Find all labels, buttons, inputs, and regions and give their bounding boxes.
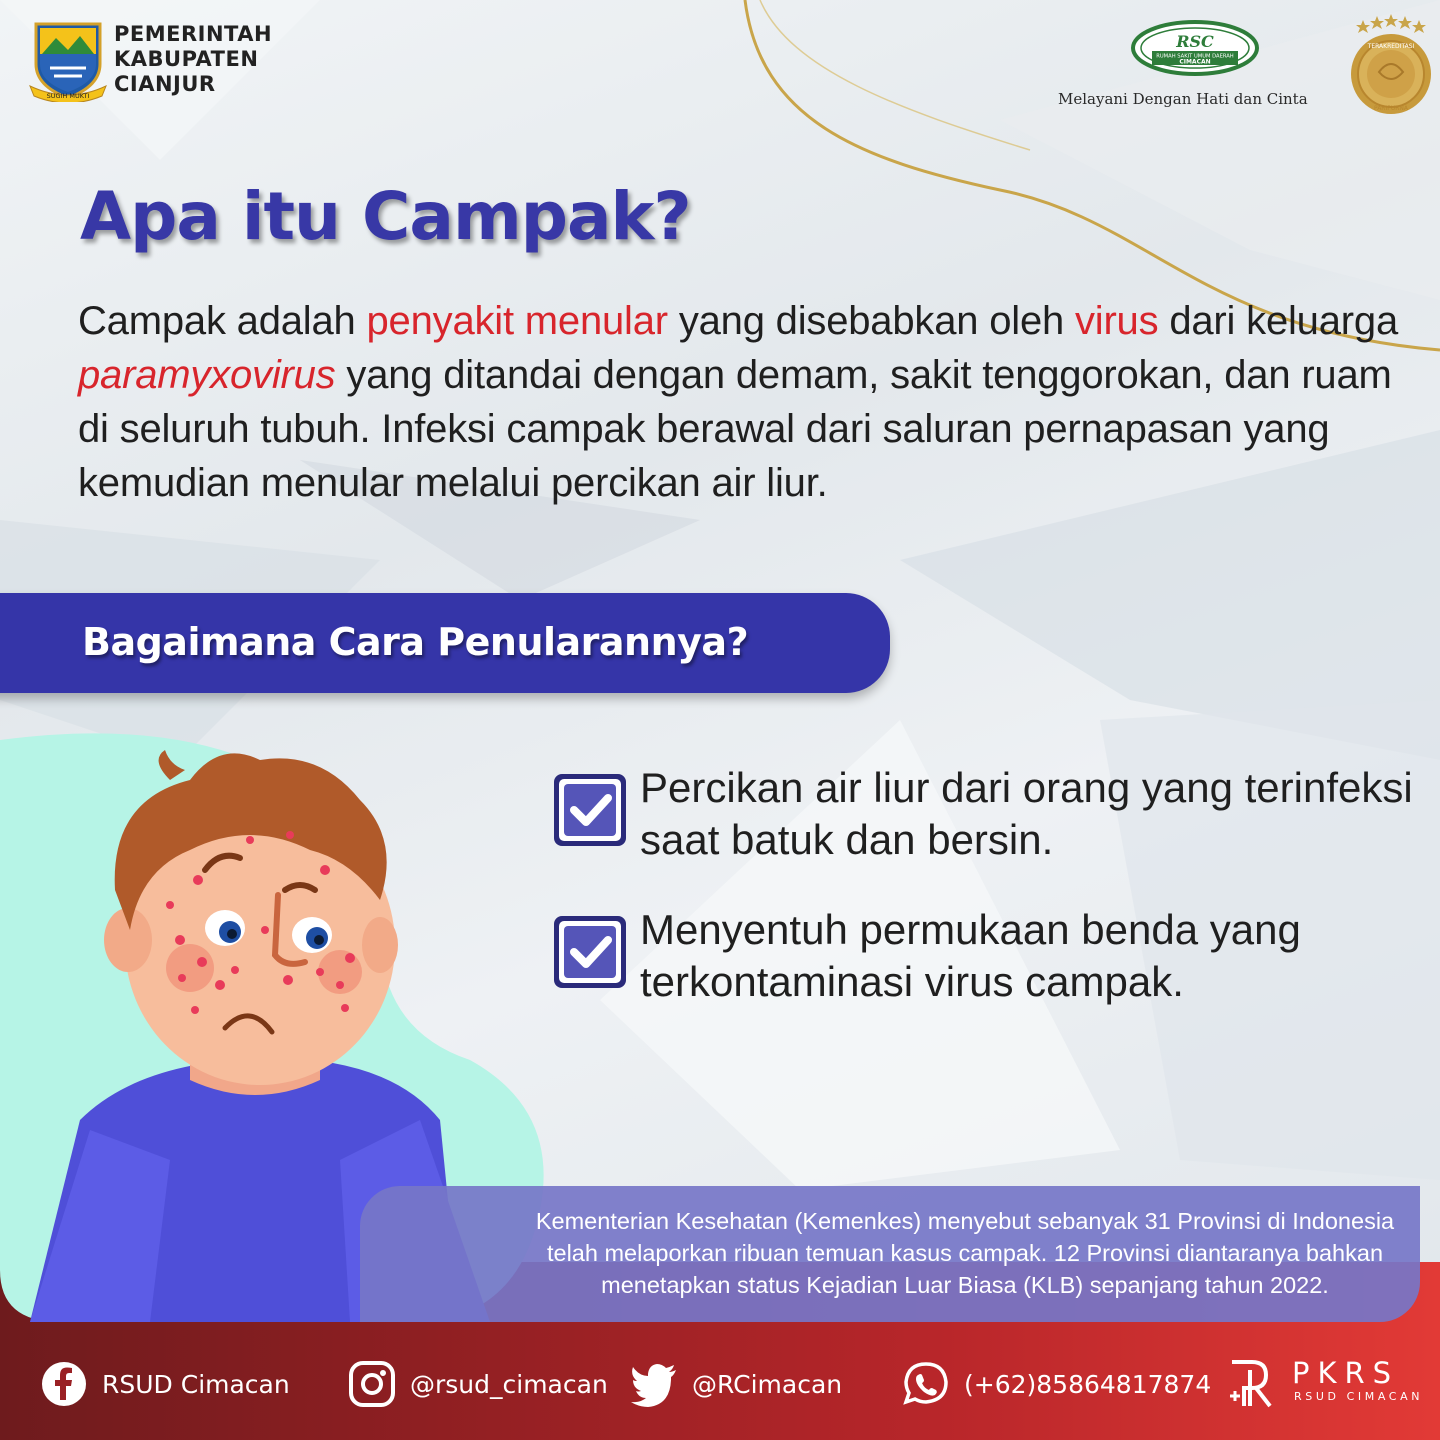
instagram-icon — [348, 1360, 396, 1408]
checkbox-checked-icon — [550, 770, 630, 850]
rsud-cimacan-logo — [1130, 20, 1260, 76]
svg-text:PARIPURNA: PARIPURNA — [1373, 105, 1409, 112]
svg-text:RUMAH SAKIT UMUM DAERAH: RUMAH SAKIT UMUM DAERAH — [1156, 53, 1234, 60]
twitter-link[interactable] — [630, 1356, 842, 1412]
whatsapp-label: (+62)85864817874 — [964, 1369, 1212, 1399]
government-name — [114, 22, 272, 97]
facebook-icon — [40, 1360, 88, 1408]
instagram-label: @rsud_cimacan — [410, 1369, 608, 1399]
twitter-label: @RCimacan — [692, 1369, 843, 1399]
cianjur-emblem-logo — [28, 20, 108, 102]
highlight-paramyxovirus: paramyxovirus — [78, 353, 336, 397]
intro-paragraph — [78, 294, 1428, 510]
pkrs-title: PKRS — [1292, 1356, 1400, 1390]
accreditation-seal — [1345, 12, 1437, 122]
transmission-item-text: Percikan air liur dari orang yang terinfeksi saat batuk dan bersin. — [640, 764, 1413, 863]
svg-text:RSC: RSC — [1176, 32, 1214, 51]
svg-text:CIMACAN: CIMACAN — [1179, 58, 1211, 66]
section-title: Bagaimana Cara Penularannya? — [82, 620, 749, 664]
intro-text-3: dari keluarga — [1158, 299, 1398, 343]
intro-text-1: Campak adalah — [78, 299, 367, 343]
twitter-icon — [630, 1360, 678, 1408]
whatsapp-icon — [902, 1360, 950, 1408]
highlight-penyakit-menular: penyakit menular — [366, 299, 668, 343]
fact-text: Kementerian Kesehatan (Kemenkes) menyebut sebanyak 31 Provinsi di Indonesia telah melaporkan ribuan temuan kasus campak. 12 Provinsi diantaranya bahkan menetapkan status Kejadian Luar Biasa (KLB) sepanjang tahun 2022. — [535, 1208, 1395, 1298]
gov-line-1: PEMERINTAH — [114, 22, 273, 46]
pkrs-subtitle: RSUD CIMACAN — [1294, 1390, 1424, 1403]
gov-line-2: KABUPATEN — [114, 47, 259, 71]
hospital-tagline: Melayani Dengan Hati dan Cinta — [1058, 90, 1308, 108]
facebook-label: RSUD Cimacan — [102, 1369, 290, 1399]
transmission-item-2 — [550, 904, 1430, 1024]
whatsapp-link[interactable] — [902, 1356, 1211, 1412]
transmission-item-1 — [550, 762, 1430, 882]
page-title: Apa itu Campak? — [80, 178, 691, 255]
facebook-link[interactable] — [40, 1356, 290, 1412]
svg-text:TERAKREDITASI: TERAKREDITASI — [1367, 43, 1415, 50]
transmission-item-text: Menyentuh permukaan benda yang terkontaminasi virus campak. — [640, 906, 1301, 1005]
instagram-link[interactable] — [348, 1356, 608, 1412]
checkbox-checked-icon — [550, 912, 630, 992]
highlight-virus: virus — [1074, 299, 1159, 343]
svg-text:SUGIH MUKTI: SUGIH MUKTI — [46, 92, 90, 100]
intro-text-4: yang ditandai dengan demam, sakit tenggorokan, dan ruam di seluruh tubuh. Infeksi campak berawal dari saluran pernapasan yang kemudian menular melalui percikan air liur. — [78, 353, 1392, 505]
intro-text-2: yang disebabkan oleh — [667, 299, 1075, 343]
gov-line-3: CIANJUR — [114, 72, 216, 96]
